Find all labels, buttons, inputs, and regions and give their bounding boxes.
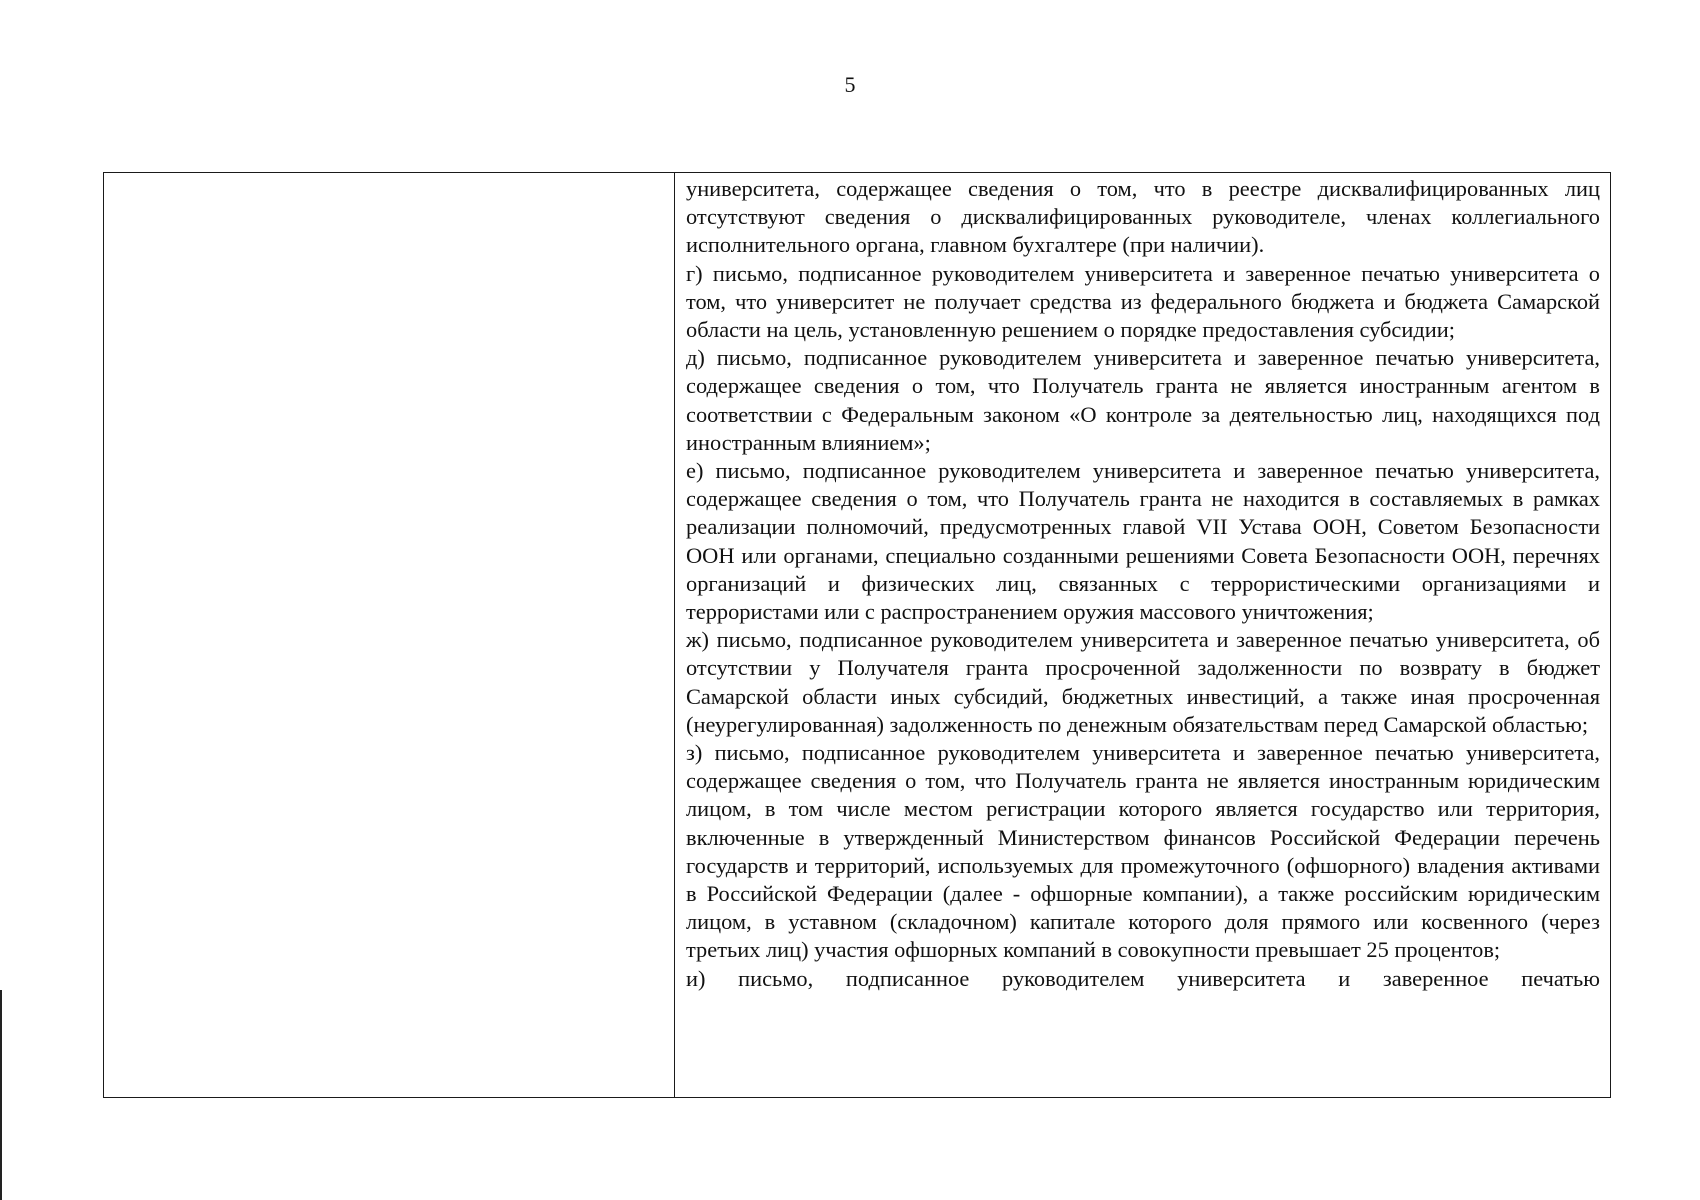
paragraph-item-z: з) письмо, подписанное руководителем университета и заверенное печатью университета, содержащее сведения о том, что Получатель гранта не является иностранным юридическим лицом, в том числе местом регистрации которого является государство или территория, включенные в утвержденный Министерством финансов Российской Федерации перечень государств и территорий, используемых для промежуточного (офшорного) владения активами в Российской Федерации (далее - офшорные компании), а также российским юридическим лицом, в уставном (складочном) капитале которого доля прямого или косвенного (через третьих лиц) участия офшорных компаний в совокупности превышает 25 процентов; [686, 740, 1600, 963]
paragraph-continuation: университета, содержащее сведения о том, что в реестре дисквалифицированных лиц отсутствуют сведения о дисквалифицированных руководителе, членах коллегиального исполнительного органа, главном бухгалтере (при наличии). [686, 176, 1600, 258]
paragraph-item-i: и) письмо, подписанное руководителем университета и заверенное печатью [686, 965, 1600, 991]
paragraph-item-g: г) письмо, подписанное руководителем университета и заверенное печатью университета о том, что университет не получает средства из федерального бюджета и бюджета Самарской области на цель, установленную решением о порядке предоставления субсидии; [686, 260, 1600, 343]
table-right-cell [675, 173, 1610, 1097]
paragraph-item-zh: ж) письмо, подписанное руководителем университета и заверенное печатью университета, об отсутствии у Получателя гранта просроченной задолженности по возврату в бюджет Самарской области иных субсидий, бюджетных инвестиций, а также иная просроченная (неурегулированная) задолженность по денежным обязательствам перед Самарской областью; [686, 627, 1600, 737]
table-left-cell [104, 173, 675, 1097]
document-table [103, 172, 1611, 1098]
paragraph-item-e: е) письмо, подписанное руководителем университета и заверенное печатью университета, содержащее сведения о том, что Получатель гранта не находится в составляемых в рамках реализации полномочий, предусмотренных главой VII Устава ООН, Советом Безопасности ООН или органами, специально созданными решениями Совета Безопасности ООН, перечнях организаций и физических лиц, связанных с террористическими организациями и террористами или с распространением оружия массового уничтожения; [686, 458, 1600, 625]
paragraph-item-d: д) письмо, подписанное руководителем университета и заверенное печатью университета, содержащее сведения о том, что Получатель гранта не является иностранным агентом в соответствии с Федеральным законом «О контроле за деятельностью лиц, находящихся под иностранным влиянием»; [686, 345, 1600, 455]
page-number: 5 [844, 72, 856, 97]
scan-edge-line [0, 990, 2, 1200]
